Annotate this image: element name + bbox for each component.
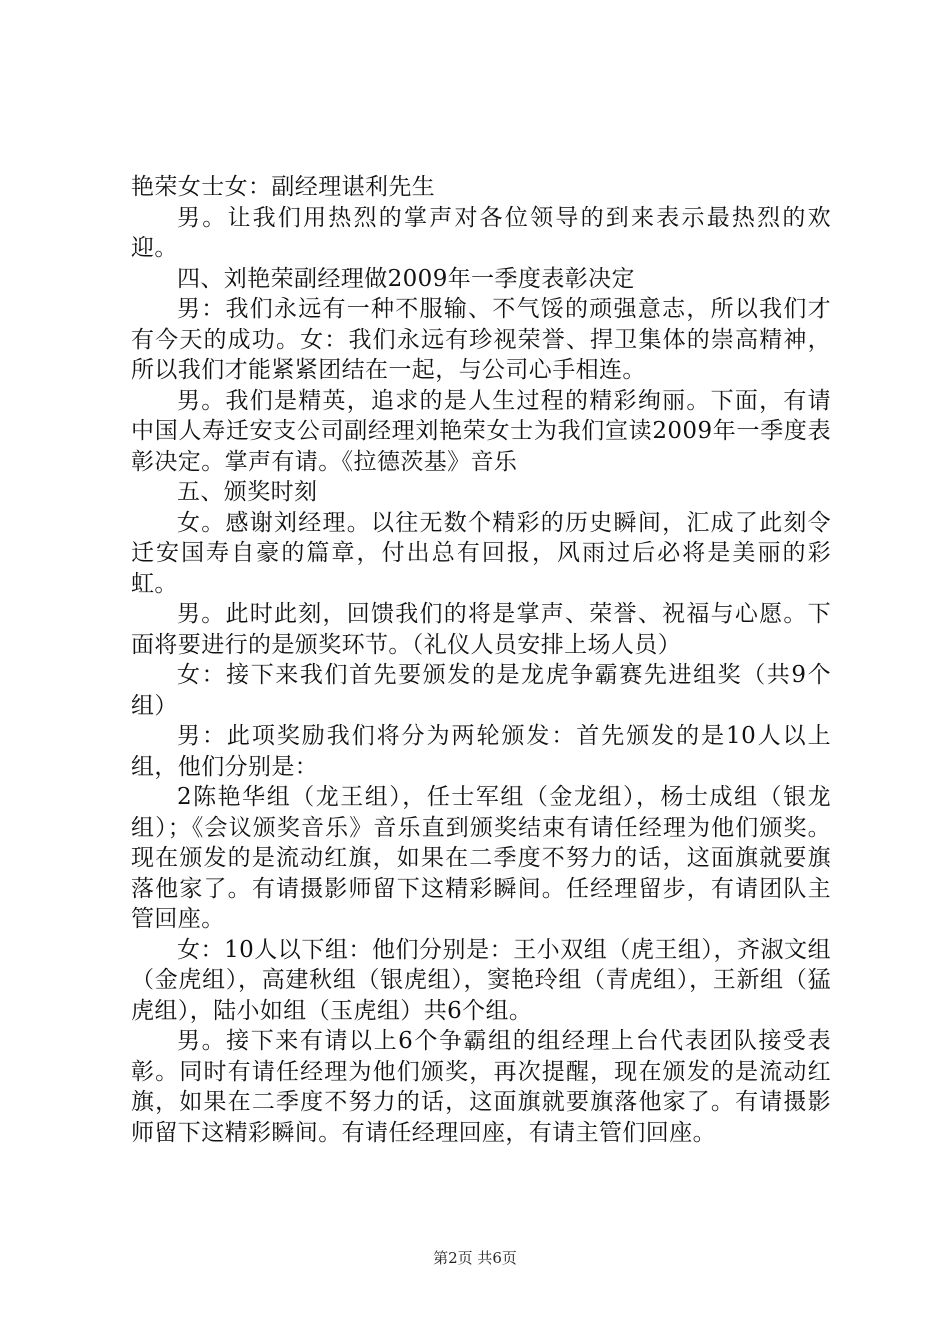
paragraph: 男。让我们用热烈的掌声对各位领导的到来表示最热烈的欢迎。 [131,204,831,261]
section-heading: 四、刘艳荣副经理做2009年一季度表彰决定 [177,265,635,292]
paragraph: 女：接下来我们首先要颁发的是龙虎争霸赛先进组奖（共9个组） [131,662,831,719]
paragraph: 2陈艳华组（龙王组），任士军组（金龙组），杨士成组（银龙组）；《会议颁奖音乐》音乐直到颁奖结束有请任经理为他们颁奖。现在颁发的是流动红旗，如果在二季度不努力的话，这面旗就要旗落他家了。有请摄影师留下这精彩瞬间。任经理留步，有请团队主管回座。 [131,784,831,932]
section-heading: 五、颁奖时刻 [177,479,318,505]
page-number-footer: 第2页 共6页 [433,1249,517,1267]
document-body [131,172,831,1148]
paragraph: 女。感谢刘经理。以往无数个精彩的历史瞬间，汇成了此刻令迁安国寿自豪的篇章，付出总有回报，风雨过后必将是美丽的彩虹。 [131,509,831,597]
paragraph: 男。接下来有请以上6个争霸组的组经理上台代表团队接受表彰。同时有请任经理为他们颁奖，再次提醒，现在颁发的是流动红旗，如果在二季度不努力的话，这面旗就要旗落他家了。有请摄影师留下这精彩瞬间。有请任经理回座，有请主管们回座。 [131,1028,831,1146]
paragraph: 男：此项奖励我们将分为两轮颁发：首先颁发的是10人以上组，他们分别是： [131,723,831,780]
paragraph: 男：我们永远有一种不服输、不气馁的顽强意志，所以我们才有今天的成功。女：我们永远有珍视荣誉、捍卫集体的崇高精神，所以我们才能紧紧团结在一起，与公司心手相连。 [131,296,831,383]
paragraph: 男。我们是精英，追求的是人生过程的精彩绚丽。下面，有请中国人寿迁安支公司副经理刘艳荣女士为我们宣读2009年一季度表彰决定。掌声有请。《拉德茨基》音乐 [131,387,831,475]
paragraph: 艳荣女士女：副经理谌利先生 [131,174,436,200]
paragraph: 女：10人以下组：他们分别是：王小双组（虎王组），齐淑文组（金虎组），高建秋组（银虎组），窦艳玲组（青虎组），王新组（猛虎组），陆小如组（玉虎组）共6个组。 [131,936,831,1024]
paragraph: 男。此时此刻，回馈我们的将是掌声、荣誉、祝福与心愿。下面将要进行的是颁奖环节。（礼仪人员安排上场人员） [131,601,831,658]
